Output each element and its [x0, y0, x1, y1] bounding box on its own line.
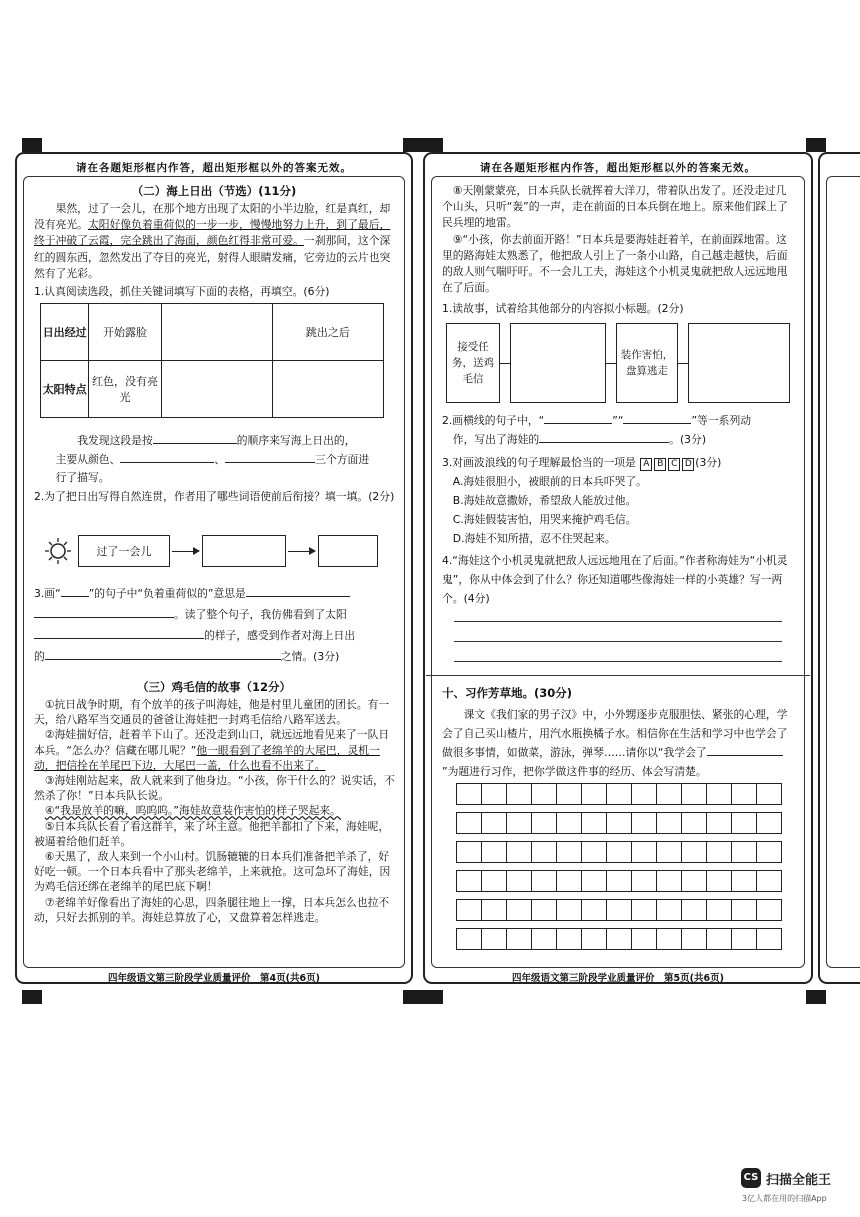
option-a: A.海娃很胆小，被眼前的日本兵吓哭了。 — [452, 475, 647, 488]
answer-area — [431, 176, 805, 968]
next-page-edge — [818, 152, 860, 984]
answer-blank[interactable] — [34, 605, 174, 618]
wavy-sentence: ④“我是放羊的嘛，呜呜呜。”海娃故意装作害怕的样子哭起来。 — [44, 804, 341, 818]
scanner-brand: 扫描全能王 — [766, 1173, 832, 1188]
section-title: 十、习作芳草地。(30分) — [442, 686, 573, 700]
answer-blank[interactable] — [544, 411, 612, 424]
connector-line — [500, 363, 510, 364]
registration-mark — [423, 990, 443, 1004]
answer-notice: 请在各题矩形框内作答，超出矩形框以外的答案无效。 — [76, 162, 352, 174]
page-footer: 四年级语文第三阶段学业质量评价 第4页(共6页) — [108, 973, 320, 984]
table-answer-cell[interactable] — [161, 361, 272, 418]
option-b: B.海娃故意撒娇，希望敌人能放过他。 — [452, 494, 637, 507]
question-4: 4.“海娃这个小机灵鬼就把敌人远远地甩在了后面。”作者称海娃为“小机灵鬼”，你从中体会到了什么？你还知道哪些像海娃一样的小英雄？写一两个。(4分) — [442, 554, 788, 605]
answer-blank[interactable] — [246, 584, 350, 597]
answer-blank[interactable] — [120, 450, 214, 463]
underlined-sentence: 他一眼看到了老绵羊的大尾巴，灵机一动，把信拴在羊尾巴下边，大尾巴一盖，什么也看不出来了。 — [34, 743, 380, 772]
connector-line — [606, 363, 616, 364]
answer-line[interactable] — [454, 621, 782, 622]
passage-text: 果然，过了一会儿，在那个地方出现了太阳的小半边脸，红是真红，却没有亮光。太阳好像负着重荷似的一步一步，慢慢地努力上升，到了最后，终于冲破了云霞，完全跳出了海面，颜色红得非常可爱。一刹那间，这个深红的圆东西，忽然发出了夺目的亮光，射得人眼睛发痛，它旁边的云片也突然有了光彩。 — [34, 202, 391, 280]
page-4 — [15, 152, 413, 984]
answer-blank[interactable] — [623, 411, 691, 424]
table-cell: 开始露脸 — [89, 304, 161, 361]
page-footer: 四年级语文第三阶段学业质量评价 第5页(共6页) — [512, 973, 724, 984]
question-3: 3.画“ ”的句子中“负着重荷似的”意思是 。读了整个句子，我仿佛看到了太阳 的样子，感受到作者对海上日出 的 之情。(3分) — [34, 583, 396, 667]
composition-grid[interactable] — [456, 783, 782, 950]
registration-mark — [403, 990, 423, 1004]
table-cell: 跳出之后 — [272, 304, 383, 361]
registration-mark — [403, 138, 423, 152]
sequence-answer-box[interactable] — [202, 535, 286, 567]
essay-title-blank[interactable] — [707, 743, 783, 756]
answer-blank[interactable] — [153, 431, 237, 444]
title-answer-box[interactable] — [688, 323, 790, 403]
sun-icon — [44, 537, 72, 565]
table-row-header: 日出经过 — [41, 304, 89, 361]
registration-mark — [22, 990, 42, 1004]
answer-blank[interactable] — [539, 430, 669, 443]
arrow-icon — [288, 551, 314, 552]
option-box-c[interactable]: C — [668, 458, 680, 471]
answer-line[interactable] — [454, 641, 782, 642]
underlined-sentence: 太阳好像负着重荷似的一步一步，慢慢地努力上升，到了最后，终于冲破了云霞，完全跳出了海面，颜色红得非常可爱。 — [34, 218, 391, 248]
table-answer-cell[interactable] — [161, 304, 272, 361]
scanner-logo: CS — [741, 1168, 761, 1188]
story-text: ①抗日战争时期，有个放羊的孩子叫海娃，他是村里儿童团的团长。有一天，给八路军当交通员的爸爸让海娃把一封鸡毛信给八路军送去。 ②海娃揣好信，赶着羊下山了。还没走到山口，就远远地看见来了一队日本兵。“怎么办？信藏在哪儿呢？”他一眼看到了老绵羊的大尾巴，灵机一动，把信拴在羊尾巴下边，大尾巴一盖，什么也看不出来了。 ③海娃刚站起来，敌人就来到了他身边。“小孩，你干什么的？说实话，不然杀了你！”日本兵队长说。 ④“我是放羊的嘛，呜呜呜。”海娃故意装作害怕的样子哭起来。 ⑤日本兵队长看了看这群羊，来了坏主意。他把羊都扣了下来，海娃呢，被逼着给他们赶羊。 ⑥天黑了，敌人来到一个小山村。饥肠辘辘的日本兵们准备把羊杀了，好好吃一顿。一个日本兵看中了那头老绵羊，上来就抢。这可急坏了海娃，因为鸡毛信还绑在老绵羊的尾巴底下啊！ ⑦老绵羊好像看出了海娃的心思，四条腿往地上一撑，日本兵怎么也拉不动，只好去抓别的羊。海娃总算放了心，又盘算着怎样逃走。 — [34, 698, 395, 924]
answer-area — [23, 176, 405, 968]
option-d: D.海娃不知所措，忍不住哭起来。 — [452, 532, 616, 545]
option-box-d[interactable]: D — [682, 458, 694, 471]
essay-prompt: 课文《我们家的男子汉》中，小外甥逐步克服胆怯、紧张的心理，学会了自己买山楂片，用汽水瓶换橘子水。相信你在生活和学习中也学会了做很多事情，如做菜，游泳，弹琴……请你以“我学会了”为题进行习作，把你学做这件事的经历、体会写清楚。 — [442, 708, 788, 778]
sequence-answer-box[interactable] — [318, 535, 378, 567]
fill-in-text: 我发现这段是按 的顺序来写海上日出的， 主要从颜色、 、 三个方面进 行了描写。 — [34, 431, 396, 487]
question-3: 3.对画波浪线的句子理解最恰当的一项是 A B C D (3分) A.海娃很胆小，被眼前的日本兵吓哭了。 B.海娃故意撒娇，希望敌人能放过他。 C.海娃假装害怕，用哭来掩护鸡毛信。 D.海娃不知所措，忍不住哭起来。 — [442, 453, 796, 548]
answer-line[interactable] — [454, 661, 782, 662]
option-c: C.海娃假装害怕，用哭来掩护鸡毛信。 — [452, 513, 637, 526]
title-answer-box[interactable] — [510, 323, 606, 403]
answer-notice: 请在各题矩形框内作答，超出矩形框以外的答案无效。 — [480, 162, 756, 174]
story-text: ⑧天刚蒙蒙亮，日本兵队长就挥着大洋刀，带着队出发了。还没走过几个山头，只听“轰”的一声，走在前面的日本兵倒在地上。原来他们踩上了民兵埋的地雷。 ⑨“小孩，你去前面开路！”日本兵是要海娃赶着羊，在前面踩地雷。这里的路海娃太熟悉了，他把敌人引上了一条小山路，自己越走越快，后面的敌人则气喘吁吁。不一会儿工夫，海娃这个小机灵鬼就把敌人远远地甩在了后面。 — [442, 184, 788, 295]
option-box-b[interactable]: B — [654, 458, 666, 471]
connector-line — [678, 363, 688, 364]
answer-blank[interactable] — [45, 647, 281, 660]
title-box: 装作害怕，盘算逃走 — [616, 323, 678, 403]
registration-mark — [806, 138, 826, 152]
section-title: （三）鸡毛信的故事（12分） — [136, 680, 291, 694]
option-box-a[interactable]: A — [640, 458, 652, 471]
question-2: 2.为了把日出写得自然连贯，作者用了哪些词语使前后衔接？填一填。(2分) — [34, 490, 395, 503]
question-1: 1.认真阅读选段，抓住关键词填写下面的表格，再填空。(6分) — [34, 285, 330, 298]
question-1: 1.读故事，试着给其他部分的内容拟小标题。(2分) — [442, 302, 684, 315]
table-cell: 红色，没有亮光 — [89, 361, 161, 418]
answer-blank[interactable] — [34, 626, 204, 639]
table-row-header: 太阳特点 — [41, 361, 89, 418]
sequence-box: 过了一会儿 — [78, 535, 170, 567]
sunrise-table — [40, 303, 384, 418]
section-divider — [426, 675, 810, 676]
answer-blank[interactable] — [225, 450, 315, 463]
table-answer-cell[interactable] — [272, 361, 383, 418]
page-5 — [423, 152, 813, 984]
title-box: 接受任务，送鸡毛信 — [446, 323, 500, 403]
registration-mark — [22, 138, 42, 152]
scanner-tagline: 3亿人都在用的扫描App — [742, 1194, 827, 1203]
registration-mark — [806, 990, 826, 1004]
registration-mark — [423, 138, 443, 152]
answer-blank[interactable] — [61, 584, 89, 597]
arrow-icon — [172, 551, 198, 552]
question-2: 2.画横线的句子中，“ ”“ ”等一系列动 作，写出了海娃的 。(3分) — [442, 411, 796, 449]
section-title: （二）海上日出（节选）(11分) — [131, 184, 297, 198]
